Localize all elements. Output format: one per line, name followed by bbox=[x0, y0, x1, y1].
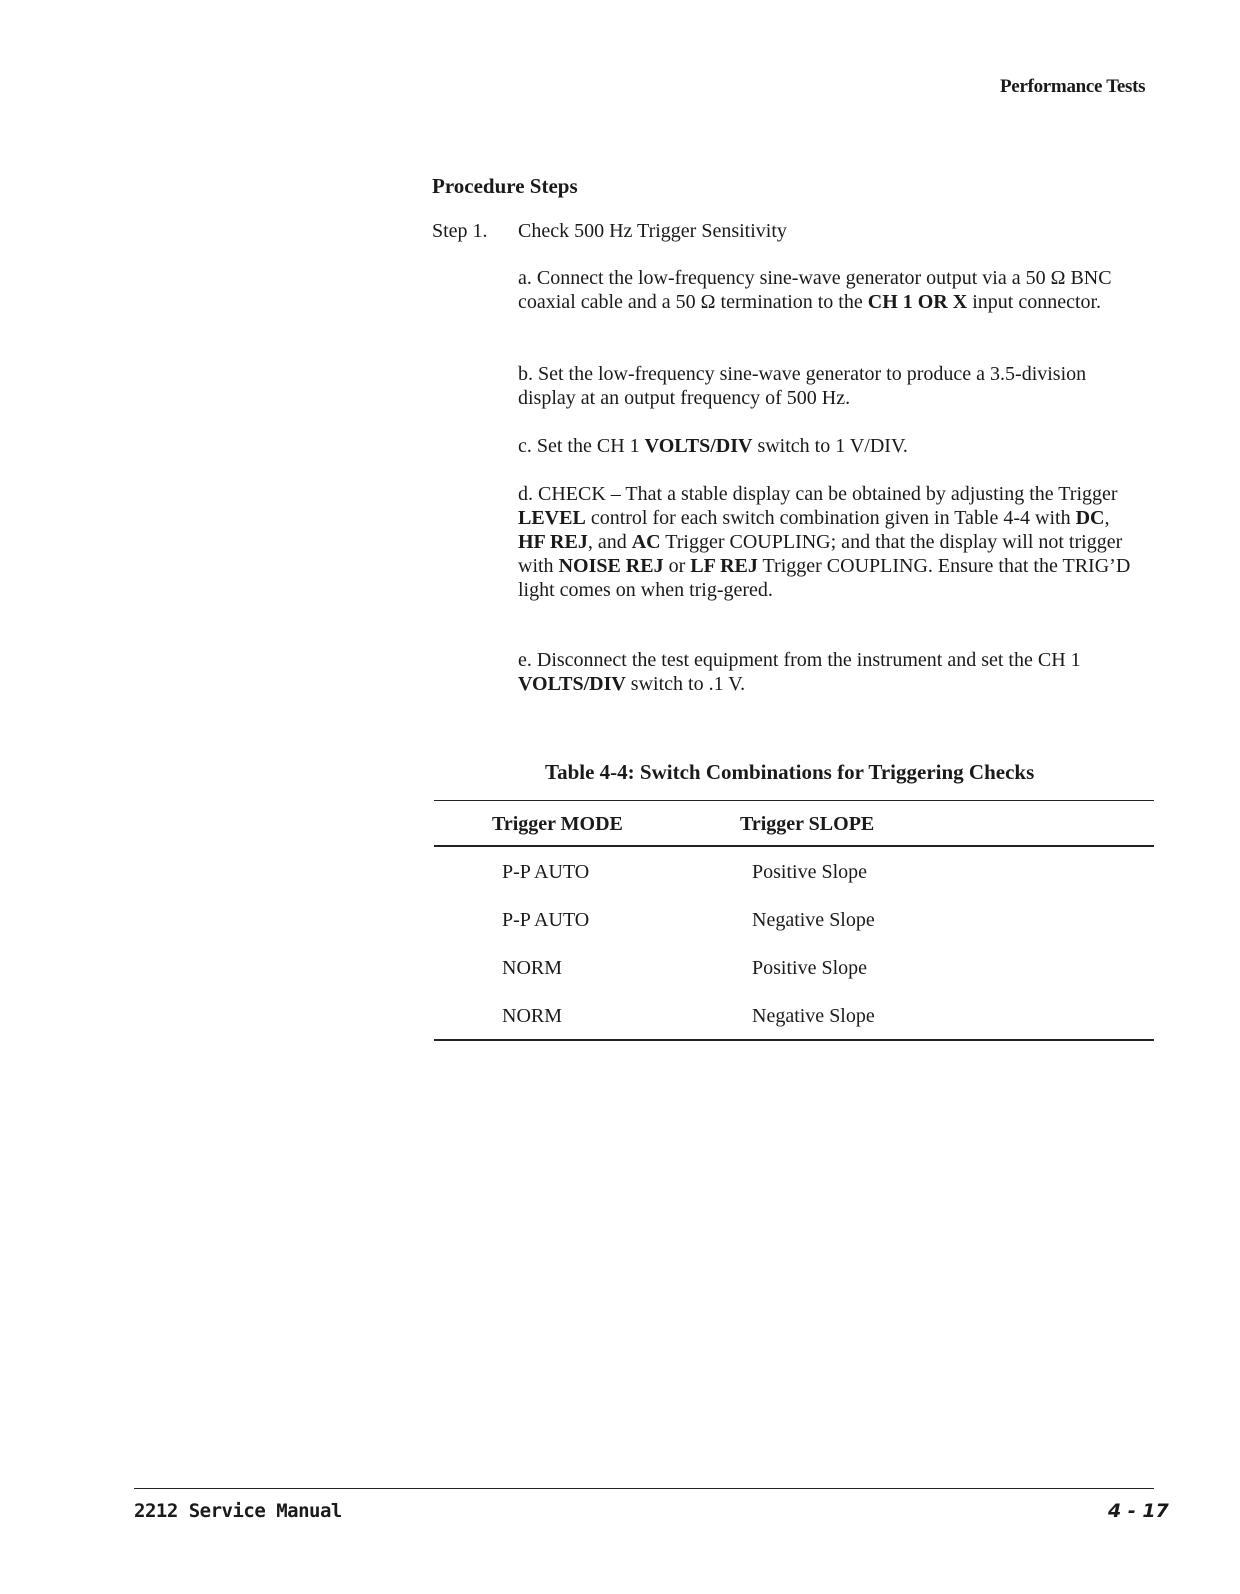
step-e-paragraph: e. Disconnect the test equipment from the instrument and set the CH 1 VOLTS/DIV switch to .1 V. bbox=[518, 649, 1081, 695]
column-header-trigger-slope: Trigger SLOPE bbox=[740, 813, 875, 835]
step-title: Check 500 Hz Trigger Sensitivity bbox=[518, 220, 787, 242]
cell-trigger-mode: NORM bbox=[502, 1005, 563, 1027]
cell-trigger-mode: NORM bbox=[502, 957, 563, 979]
table-row bbox=[434, 943, 1154, 991]
cell-trigger-slope: Negative Slope bbox=[752, 909, 875, 931]
running-header: Performance Tests bbox=[1000, 76, 1146, 97]
table-caption: Table 4-4: Switch Combinations for Triggering Checks bbox=[545, 760, 1035, 784]
cell-trigger-mode: P-P AUTO bbox=[502, 909, 590, 931]
cell-trigger-slope: Negative Slope bbox=[752, 1005, 875, 1027]
table-row bbox=[434, 847, 1154, 895]
footer-page-number: 4 - 17 bbox=[1108, 1500, 1169, 1522]
step-c-paragraph: c. Set the CH 1 VOLTS/DIV switch to 1 V/DIV. bbox=[518, 435, 908, 457]
table-header-row bbox=[434, 801, 1154, 847]
section-title: Procedure Steps bbox=[432, 174, 578, 198]
table-bottom-rule bbox=[434, 1039, 1154, 1041]
column-header-trigger-mode: Trigger MODE bbox=[492, 813, 623, 835]
footer-manual-title: 2212 Service Manual bbox=[134, 1500, 342, 1522]
table-row bbox=[434, 895, 1154, 943]
cell-trigger-mode: P-P AUTO bbox=[502, 861, 590, 883]
table-row bbox=[434, 991, 1154, 1039]
cell-trigger-slope: Positive Slope bbox=[752, 861, 868, 883]
step-a-paragraph: a. Connect the low-frequency sine-wave generator output via a 50 Ω BNC coaxial cable and a 50 Ω termination to the CH 1 OR X input connector. bbox=[518, 267, 1112, 313]
switch-combinations-table bbox=[434, 800, 1154, 1041]
step-d-paragraph: d. CHECK – That a stable display can be obtained by adjusting the Trigger LEVEL control for each switch combination given in Table 4-4 with DC, HF REJ, and AC Trigger COUPLING; and that the display will not trigger with NOISE REJ or LF REJ Trigger COUPLING. Ensure that the TRIG’D light comes on when trig-gered. bbox=[518, 483, 1131, 601]
step-b-paragraph: b. Set the low-frequency sine-wave generator to produce a 3.5-division display at an output frequency of 500 Hz. bbox=[518, 363, 1087, 409]
step-label: Step 1. bbox=[432, 220, 488, 242]
cell-trigger-slope: Positive Slope bbox=[752, 957, 868, 979]
footer-rule bbox=[134, 1488, 1154, 1489]
